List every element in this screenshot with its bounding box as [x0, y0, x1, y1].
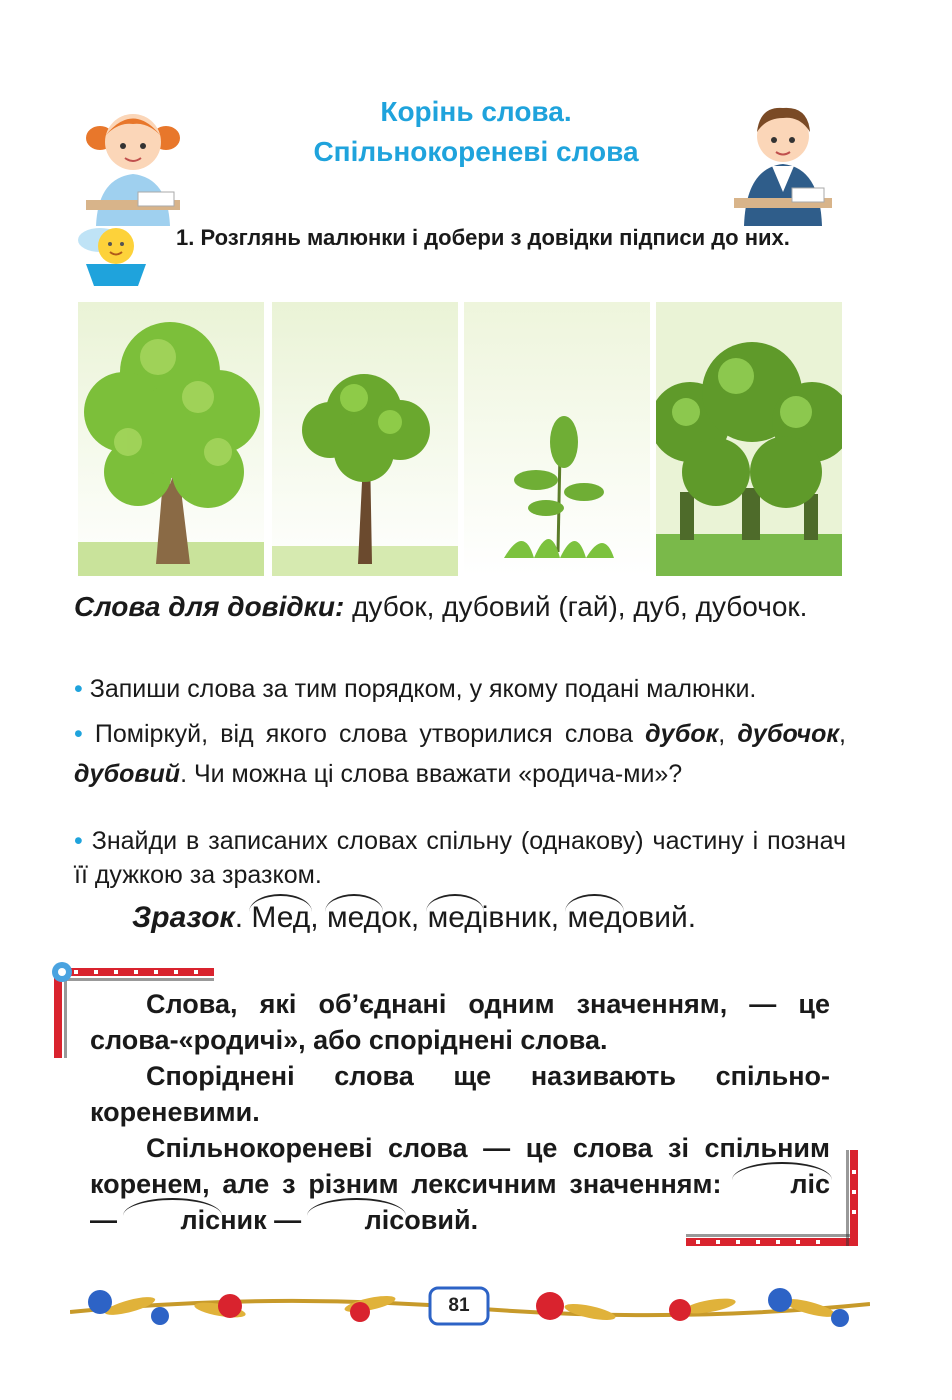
word-dubok: дубок	[645, 720, 719, 748]
separator: .	[687, 901, 697, 934]
bullet-text-2-pre: Поміркуй, від якого слова утворилися слова	[94, 720, 646, 748]
help-words	[74, 588, 846, 626]
boy-illustration-icon	[728, 96, 838, 226]
bullet-text-3: Знайди в записаних словах спільну (однакову) частину і познач її дужкою за зразком.	[74, 827, 846, 889]
help-label: Слова для довідки:	[74, 591, 345, 622]
word-rest: овий	[621, 901, 688, 934]
word-rest: ок	[381, 901, 411, 934]
sample-label: Зразок	[132, 901, 235, 934]
root-arc: ліс	[125, 1202, 221, 1238]
root-arc: Мед	[251, 898, 310, 938]
separator: ,	[718, 720, 738, 748]
word-rest: ник	[220, 1205, 267, 1235]
rule-definition-box	[90, 986, 830, 1238]
bullet-instruction-3	[74, 824, 846, 892]
sample-example	[132, 898, 696, 938]
separator: ,	[839, 720, 846, 748]
girl-illustration-icon	[78, 96, 188, 226]
tree-pictures-row	[78, 302, 842, 576]
root-arc: мед	[428, 898, 482, 938]
separator: ,	[550, 901, 568, 934]
separator: —	[90, 1205, 125, 1235]
young-oak-tree-icon	[272, 302, 458, 576]
root-arc: мед	[567, 898, 621, 938]
bullet-text-2-post: . Чи можна ці слова вважати «родича-ми»?	[180, 760, 683, 788]
separator: .	[234, 901, 252, 934]
bullet-marker: •	[74, 827, 83, 855]
word-rest: івник	[481, 901, 551, 934]
root-arc: ліс	[734, 1166, 830, 1202]
page-number: 81	[448, 1295, 470, 1316]
separator: .	[470, 1205, 479, 1235]
word-dubochok: дубочок	[737, 720, 840, 748]
task-instruction: 1. Розглянь малюнки і добери з довідки підписи до них.	[176, 225, 790, 250]
title-line-1: Корінь слова.	[380, 96, 572, 127]
rule-paragraph-3	[90, 1130, 830, 1238]
bullet-text-1: Запиши слова за тим порядком, у якому подані малюнки.	[89, 675, 757, 703]
bullet-marker: •	[74, 720, 83, 748]
separator: ,	[310, 901, 327, 934]
root-arc: ліс	[309, 1202, 405, 1238]
word-dubovyi: дубовий	[74, 760, 181, 788]
bullet-instruction-2	[74, 714, 846, 794]
separator: ,	[410, 901, 428, 934]
task-reading-icon	[72, 222, 156, 288]
oak-tree-icon	[78, 302, 264, 576]
title-line-2: Спільнокореневі слова	[313, 136, 639, 167]
help-word-list: дубок, дубовий (гай), дуб, дубочок.	[352, 591, 808, 622]
separator: —	[266, 1205, 309, 1235]
oak-grove-icon	[656, 302, 842, 576]
root-arc: мед	[327, 898, 381, 938]
bullet-marker: •	[74, 675, 83, 703]
rule-paragraph-3-text: Спільнокореневі слова — це слова зі спільним коренем, але з різним лексичним значенням:	[90, 1133, 830, 1199]
rule-paragraph-2: Споріднені слова ще називають спільно-кореневими.	[90, 1061, 830, 1127]
page-title	[200, 92, 752, 172]
oak-sprout-icon	[464, 302, 650, 576]
rule-paragraph-1: Слова, які об’єднані одним значенням, — це слова-«родичі», або споріднені слова.	[90, 989, 830, 1055]
word-rest: овий	[404, 1205, 471, 1235]
bullet-instruction-1	[74, 672, 846, 706]
